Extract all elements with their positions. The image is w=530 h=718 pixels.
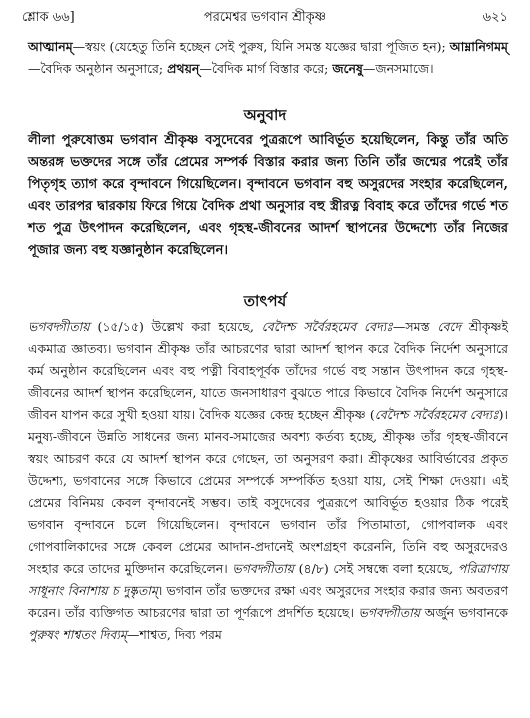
purport-run: । ভগবান তাঁর ভক্তদের রক্ষা এবং অসুরদের সংহার করার জন্য অবতরণ করেন। তাঁর ব্যক্তিগত আচরণের দ্বারা তা পূর্ণরূপে প্রদর্শিত হয়েছে। <box>28 583 508 620</box>
purport-heading: তাৎপর্য <box>243 292 287 310</box>
sanskrit-quote: পুরুষং শাশ্বতং দিব্যম্ <box>28 627 127 642</box>
translation-block <box>28 130 508 262</box>
purport-run: অর্জুন ভগবানকে <box>420 605 509 620</box>
sanskrit-quote: বেদৈশ্চ সর্বৈরহমেব বেদ্যঃ <box>374 407 499 422</box>
translation-text: লীলা পুরুষোত্তম ভগবান শ্রীকৃষ্ণ বসুদেবের পুত্ররূপে আবির্ভূত হয়েছিলেন, কিন্তু তাঁর অতি অন্তরঙ্গ ভক্তদের সঙ্গে তাঁর প্রেমের সম্পর্ক বিস্তার করার জন্য তিনি তাঁর জন্মের পরেই তাঁর পিতৃগৃহ ত্যাগ করে বৃন্দাবনে গিয়েছিলেন। বৃন্দাবনে ভগবান বহু অসুরদের সংহার করেছিলেন, এবং তারপর দ্বারকায় ফিরে গিয়ে বৈদিক প্রথা অনুসার বহু স্ত্রীরত্ন বিবাহ করে তাঁদের গর্ভে শত শত পুত্র উৎপাদন করেছিলেন, এবং গৃহস্থ-জীবনের আদর্শ স্থাপনের উদ্দেশ্যে তাঁর নিজের পূজার জন্য বহু যজ্ঞানুষ্ঠান করেছিলেন। <box>28 133 508 258</box>
synonym-word: প্রথয়ন্ <box>167 61 200 76</box>
purport-run: (১৫/১৫) উল্লেখ করা হয়েছে, <box>89 319 262 334</box>
scripture-ref: ভগবদ্গীতায় <box>28 319 90 334</box>
synonym-meaning: —বৈদিক অনুষ্ঠান অনুসারে; <box>28 61 164 76</box>
synonym-meaning: —স্বয়ং (যেহেতু তিনি হচ্ছেন সেই পুরুষ, যিনি সমস্ত যজ্ঞের দ্বারা পূজিত হন); <box>72 39 446 54</box>
scripture-ref: ভগবদ্গীতায় <box>358 605 421 620</box>
running-header <box>22 8 508 30</box>
scripture-ref: বেদে <box>437 319 462 334</box>
purport-run: —শাশ্বত, দিব্য পরম <box>126 627 222 642</box>
scripture-ref: ভগবদ্গীতায় <box>232 561 294 576</box>
synonym-meaning: —জনসমাজে। <box>362 61 434 76</box>
purport-run: শ্রীকৃষ্ণই একমাত্র জ্ঞাতব্য। ভগবান শ্রীকৃষ্ণ তাঁর আচরণের দ্বারা আদর্শ স্থাপন করে বৈদিক নির্দেশ অনুসারে কর্ম অনুষ্ঠান করেছিলেন এবং বহু পত্নী বিবাহপূর্বক তাঁদের গর্ভে বহু সন্তান উৎপাদন করে গৃহস্থ-জীবনের আদর্শ স্থাপন করেছিলেন, যাতে জনসাধারণ বুঝতে পারে কিভাবে বৈদিক নির্দেশ অনুসারে জীবন যাপন করে সুখী হওয়া যায়। বৈদিক যজ্ঞের কেন্দ্র হচ্ছেন শ্রীকৃষ্ণ ( <box>28 319 508 422</box>
synonym-meaning: —বৈদিক মার্গ বিস্তার করে; <box>199 61 329 76</box>
purport-run: —সমস্ত <box>392 319 438 334</box>
synonym-word: আত্মানম্ <box>28 39 73 54</box>
sanskrit-quote: পরিত্রাণায় সাধূনাং বিনাশায় চ দুষ্কৃতাম্ <box>28 561 508 598</box>
verse-reference: শ্লোক ৬৬] <box>22 10 75 25</box>
translation-heading: অনুবাদ <box>243 106 287 124</box>
synonyms-block <box>28 36 508 80</box>
chapter-title: পরমেশ্বর ভগবান শ্রীকৃষ্ণ <box>203 10 327 25</box>
purport-run: (৪/৮) সেই সম্বন্ধে বলা হয়েছে, <box>293 561 458 576</box>
sanskrit-quote: বেদৈশ্চ সর্বৈরহমেব বেদ্যঃ <box>261 319 393 334</box>
purport-run: )। মনুষ্য-জীবনে উন্নতি সাধনের জন্য মানব-সমাজের অবশ্য কর্তব্য হচ্ছে, শ্রীকৃষ্ণ তাঁর গৃহস্থ-জীবনে স্বয়ং আচরণ করে যে আদর্শ স্থাপন করে গেছেন, তা অনুসরণ করা। শ্রীকৃষ্ণের আবির্ভাবের প্রকৃত উদ্দেশ্য, ভগবানের সঙ্গে কিভাবে প্রেমের সম্পর্কে সম্পর্কিত হওয়া যায়, সেই শিক্ষা দেওয়া। এই প্রেমের বিনিময় কেবল বৃন্দাবনেই সম্ভব। তাই বসুদেবের পুত্ররূপে আবির্ভূত হওয়ার ঠিক পরেই ভগবান বৃন্দাবনে চলে গিয়েছিলেন। বৃন্দাবনে ভগবান তাঁর পিতামাতা, গোপবালক এবং গোপবালিকাদের সঙ্গে কেবল প্রেমের আদান-প্রদানেই অংশগ্রহণ করেননি, তিনি বহু অসুরদেরও সংহার করে তাদের মুক্তিদান করেছিলেন। <box>28 407 508 576</box>
synonym-word: জনেষু <box>332 61 363 76</box>
synonym-word: আম্নানিগমম্ <box>449 39 508 54</box>
page-number: ৬২১ <box>482 10 508 25</box>
purport-block <box>28 316 508 646</box>
purport-text <box>28 316 508 646</box>
